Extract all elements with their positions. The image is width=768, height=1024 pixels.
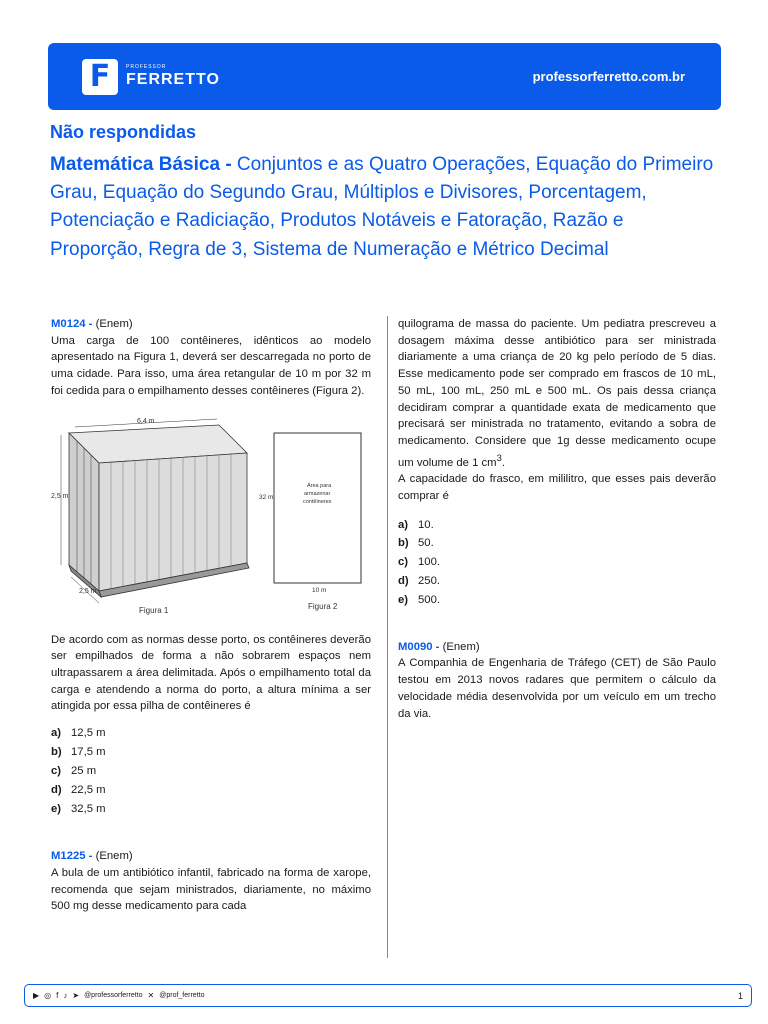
- option-text: 50.: [418, 537, 434, 550]
- question-source: (Enem): [442, 640, 480, 653]
- question-text: A Companhia de Engenharia de Tráfego (CET) de São Paulo testou em 2013 novos radares que permitem o cálculo da velocidade média desenvolvida por um veículo em um trecho da via.: [398, 657, 716, 720]
- question-header: [398, 639, 716, 656]
- question-m1225: [51, 848, 371, 915]
- area-label-3: contêineres: [303, 498, 332, 505]
- option-text: 32,5 m: [71, 802, 106, 815]
- page-number: 1: [737, 990, 743, 1001]
- option-b[interactable]: [398, 535, 716, 552]
- social-links: [33, 991, 205, 1000]
- question-m0124: [51, 316, 371, 817]
- right-column: [398, 316, 716, 722]
- tiktok-icon[interactable]: ♪: [63, 991, 68, 1000]
- option-text: 25 m: [71, 764, 97, 777]
- option-a[interactable]: [51, 725, 371, 742]
- question-text: A bula de um antibiótico infantil, fabricado na forma de xarope, recomenda que sejam ministrados, diariamente, no máximo 500 mg desse medicamento para cada: [51, 867, 371, 913]
- logo-text: [126, 65, 220, 88]
- area-label-1: Área para: [307, 482, 332, 489]
- subject-topics: Conjuntos e as Quatro Operações, Equação do Primeiro Grau, Equação do Segundo Grau, Múltiplos e Divisores, Porcentagem, Potenciação e Radiciação, Produtos Notáveis e Fatoração, Razão e Proporção, Regra de 3, Sistema de Numeração e Métrico Decimal: [50, 154, 714, 260]
- option-letter: e): [51, 802, 62, 815]
- subject-name: Matemática Básica -: [50, 154, 237, 175]
- left-column: [51, 316, 371, 915]
- option-text: 10.: [418, 518, 434, 531]
- dim-left-label: 2,5 m: [51, 492, 69, 500]
- footer: [24, 984, 752, 1007]
- column-divider: [387, 316, 388, 958]
- option-letter: c): [398, 556, 409, 569]
- option-text: 250.: [418, 575, 440, 588]
- option-letter: b): [398, 537, 409, 550]
- question-code: M0124 -: [51, 318, 96, 330]
- option-text: 12,5 m: [71, 727, 106, 740]
- option-text: 500.: [418, 594, 440, 607]
- question-header: [51, 848, 371, 865]
- header-banner: [48, 43, 721, 110]
- storage-area-rect: [274, 433, 361, 583]
- container-figure-svg: [51, 413, 371, 620]
- option-letter: b): [51, 745, 62, 758]
- option-b[interactable]: [51, 744, 371, 761]
- question-source: (Enem): [95, 318, 133, 330]
- option-text: 22,5 m: [71, 783, 106, 796]
- dim-10-label: 10 m: [312, 586, 327, 594]
- option-d[interactable]: [51, 782, 371, 799]
- question-code: M0090 -: [398, 640, 443, 653]
- handle-professorferretto[interactable]: @professorferretto: [84, 992, 143, 999]
- container-illustration: [69, 425, 249, 597]
- youtube-icon[interactable]: ▶: [33, 991, 40, 1000]
- option-e[interactable]: [51, 801, 371, 818]
- option-letter: d): [398, 575, 409, 588]
- section-title: Não respondidas: [50, 122, 197, 142]
- figure2-caption: Figura 2: [308, 601, 338, 611]
- instagram-icon[interactable]: ◎: [44, 991, 52, 1000]
- telegram-icon[interactable]: ➤: [72, 991, 80, 1000]
- logo-big-text: FERRETTO: [126, 71, 220, 88]
- question-text-part: quilograma de massa do paciente. Um pediatra prescreveu a dosagem máxima desse antibiótico para ser ministrada diariamente a uma criança de 20 kg pelo período de 5 dias. Esse medicamento pode ser comprado em frascos de 10 mL, 50 mL, 100 mL, 250 mL e 500 mL. Os pais dessa criança decidiram comprar a quantidade exata de medicamento que precisará ser ministrada no tratamento, evitando a sobra de medicamento. Considere que 1g desse medicamento ocupe um volume de 1 cm: [398, 318, 716, 469]
- dim-top-label: 6,4 m: [137, 417, 155, 425]
- question-prompt: A capacidade do frasco, em mililitro, que esses pais deverão comprar é: [398, 473, 716, 502]
- option-text: 17,5 m: [71, 745, 106, 758]
- answer-options: [398, 517, 716, 609]
- facebook-icon[interactable]: f: [56, 991, 59, 1000]
- option-letter: a): [398, 518, 409, 531]
- question-text-continued: De acordo com as normas desse porto, os contêineres deverão ser empilhados de forma a não sobrarem espaços nem ultrapassarem a área delimitada. Após o empilhamento total da carga e atendendo a norma do porto, a altura mínima a ser atingida por essa pilha de contêineres é: [51, 633, 371, 713]
- logo-small-text: PROFESSOR: [126, 64, 167, 70]
- question-header: [51, 316, 371, 333]
- option-d[interactable]: [398, 573, 716, 590]
- question-code: M1225 -: [51, 850, 96, 863]
- option-letter: d): [51, 783, 62, 796]
- option-c[interactable]: [51, 763, 371, 780]
- option-a[interactable]: [398, 517, 716, 534]
- question-text-continued: [398, 316, 716, 471]
- site-link[interactable]: professorferretto.com.br: [532, 69, 685, 84]
- subject-heading: [50, 151, 720, 264]
- option-letter: a): [51, 727, 62, 740]
- option-letter: c): [51, 764, 62, 777]
- question-source: (Enem): [95, 850, 133, 863]
- dim-bottom-label: 2,5 m: [79, 587, 97, 595]
- option-e[interactable]: [398, 592, 716, 609]
- question-m0090: [398, 639, 716, 723]
- logo-mark-icon: F: [82, 59, 118, 95]
- superscript: 3: [496, 451, 502, 463]
- dim-32-label: 32 m: [259, 493, 274, 501]
- option-text: 100.: [418, 556, 440, 569]
- option-c[interactable]: [398, 554, 716, 571]
- area-label-2: armazenar: [304, 490, 331, 497]
- logo[interactable]: [82, 59, 220, 95]
- container-figure: [51, 413, 371, 620]
- answer-options: [51, 725, 371, 817]
- option-letter: e): [398, 594, 409, 607]
- handle-prof-ferretto[interactable]: @prof_ferretto: [159, 992, 205, 999]
- figure1-caption: Figura 1: [139, 605, 169, 615]
- x-icon[interactable]: ✕: [147, 991, 155, 1000]
- question-text: Uma carga de 100 contêineres, idênticos ao modelo apresentado na Figura 1, deverá ser descarregada no porto de uma cidade. Para isso, uma área retangular de 10 m por 32 m foi cedida para o empilhamento desses contêineres (Figura 2).: [51, 334, 371, 397]
- question-text-end: .: [501, 456, 505, 469]
